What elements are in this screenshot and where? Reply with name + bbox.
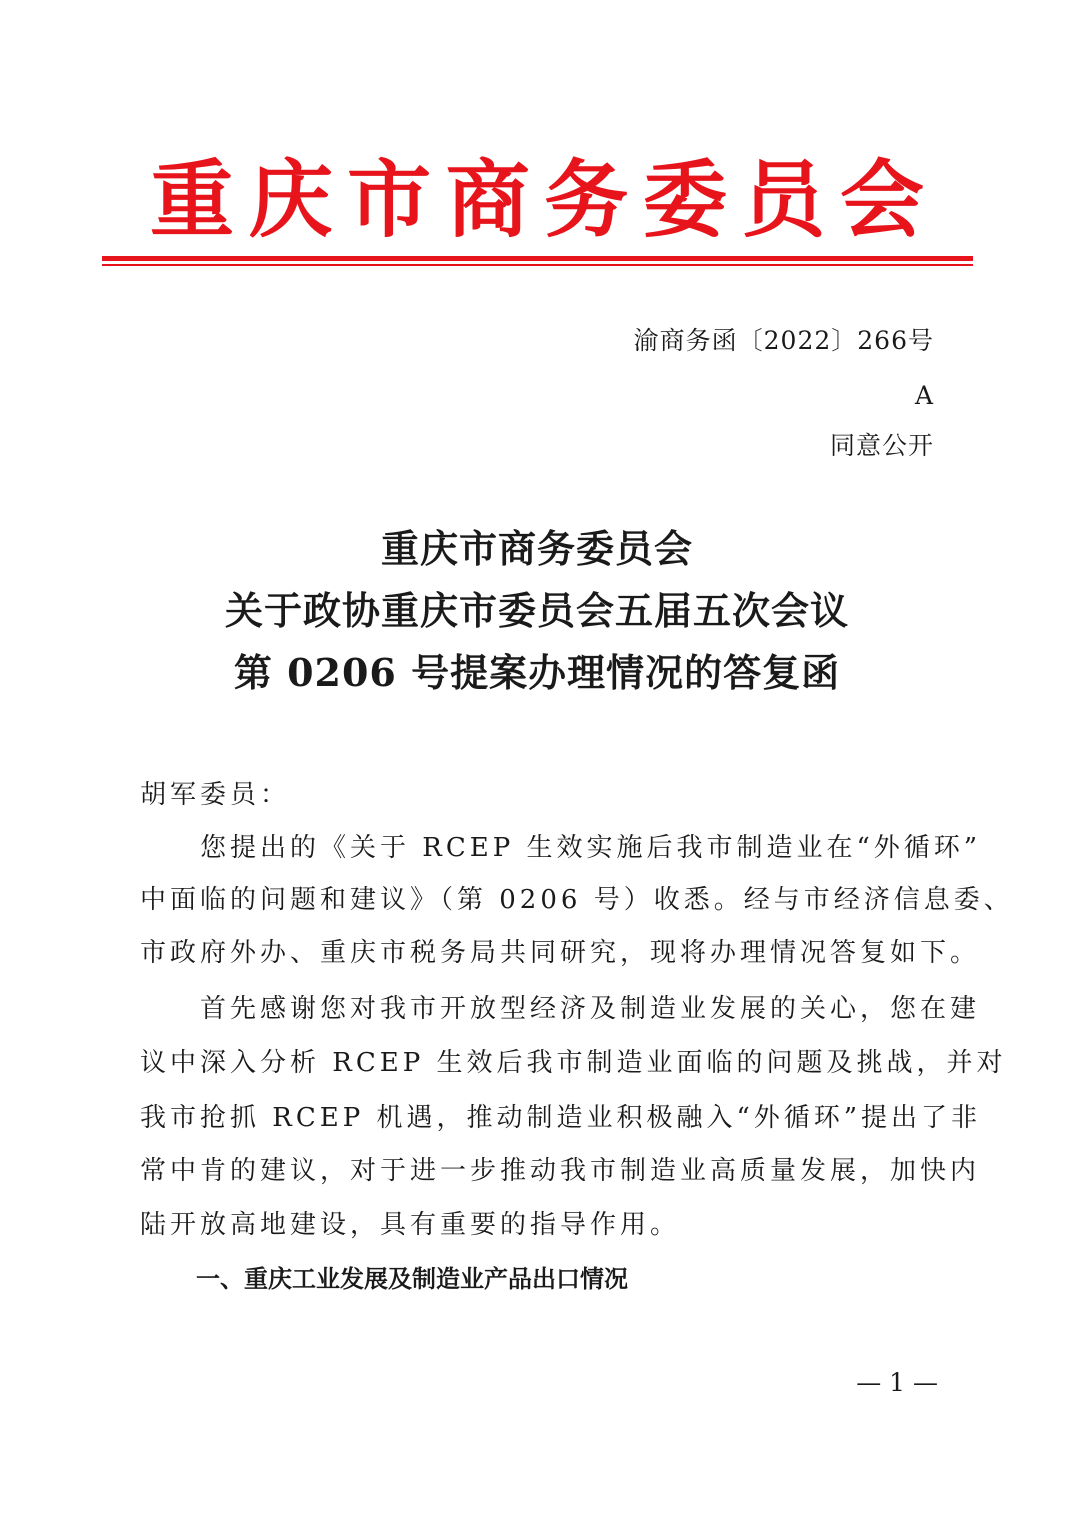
document-number: 渝商务函〔2022〕266号	[633, 326, 934, 355]
paragraph-1-line: 中面临的问题和建议》（第 0206 号）收悉。经与市经济信息委、	[140, 885, 1014, 915]
masthead-divider-thick	[102, 256, 973, 261]
paragraph-2-line: 我市抢抓 RCEP 机遇，推动制造业积极融入“外循环”提出了非	[140, 1103, 982, 1133]
masthead-agency-name	[100, 150, 974, 250]
masthead-char: 市	[347, 150, 432, 249]
masthead-char: 务	[544, 150, 629, 249]
disclosure-status: 同意公开	[829, 431, 934, 460]
paragraph-2-line: 议中深入分析 RCEP 生效后我市制造业面临的问题及挑战，并对	[140, 1048, 1007, 1078]
masthead-divider-thin	[102, 264, 973, 266]
masthead-char: 庆	[248, 150, 333, 249]
page-number: — 1 —	[856, 1368, 938, 1397]
masthead-char: 员	[741, 150, 826, 249]
masthead-char: 商	[445, 150, 530, 249]
masthead-char: 会	[839, 150, 924, 249]
title-line-1: 重庆市商务委员会	[380, 526, 693, 571]
salutation: 胡军委员：	[140, 780, 291, 810]
classification-mark: A	[914, 381, 934, 410]
paragraph-2-line: 常中肯的建议，对于进一步推动我市制造业高质量发展，加快内	[140, 1156, 981, 1186]
section-heading: 一、重庆工业发展及制造业产品出口情况	[196, 1265, 628, 1293]
title-line-3: 第 0206 号提案办理情况的答复函	[233, 650, 841, 695]
masthead-char: 重	[150, 150, 235, 249]
masthead-char: 委	[642, 150, 727, 249]
paragraph-2-line: 陆开放高地建设，具有重要的指导作用。	[140, 1210, 681, 1240]
paragraph-1-line: 市政府外办、重庆市税务局共同研究，现将办理情况答复如下。	[140, 938, 981, 968]
paragraph-2-line: 首先感谢您对我市开放型经济及制造业发展的关心，您在建	[200, 994, 981, 1024]
title-line-2: 关于政协重庆市委员会五届五次会议	[224, 588, 849, 633]
paragraph-1-line: 您提出的《关于 RCEP 生效实施后我市制造业在“外循环”	[200, 833, 982, 863]
